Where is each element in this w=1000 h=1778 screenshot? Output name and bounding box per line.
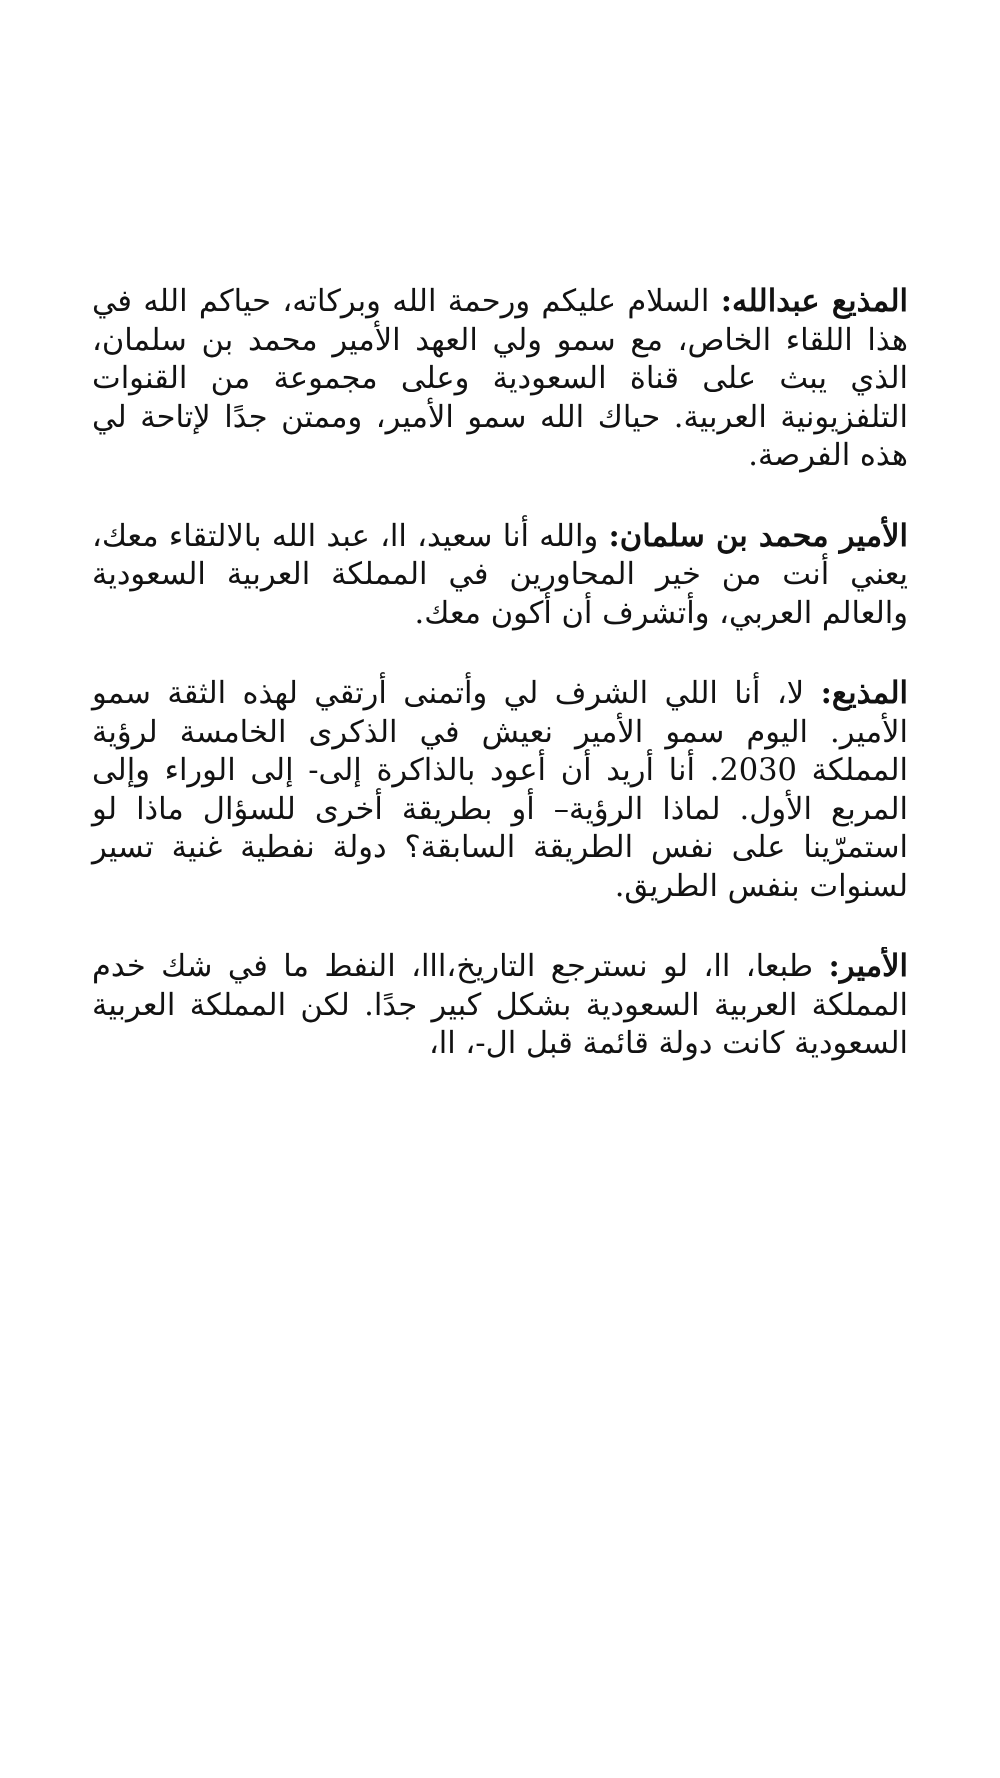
speech-text: لا، أنا اللي الشرف لي وأتمنى أرتقي لهذه الثقة سمو الأمير. اليوم سمو الأمير نعيش في الذكرى الخامسة لرؤية المملكة 2030. أنا أريد أن أعود بالذاكرة إلى- إلى الوراء وإلى المربع الأول. لماذا الرؤية– أو بطريقة أخرى للسؤال ماذا لو استمرّينا على نفس الطريقة السابقة؟ دولة نفطية غنية تسير لسنوات بنفس الطريق. — [92, 676, 908, 904]
speaker-label: الأمير: — [828, 948, 908, 984]
speaker-label: الأمير محمد بن سلمان: — [608, 517, 909, 554]
transcript-paragraph — [92, 674, 908, 906]
speech-text: طبعا، اا، لو نسترجع التاريخ،ااا، النفط ما في شك خدم المملكة العربية السعودية بشكل كبير جدًا. لكن المملكة العربية السعودية كانت دولة قائمة قبل ال-، اا، — [92, 949, 908, 1061]
transcript-paragraph — [92, 517, 908, 634]
transcript-paragraph — [92, 947, 908, 1064]
transcript-paragraph — [92, 282, 908, 476]
speech-text: والله أنا سعيد، اا، عبد الله بالالتقاء معك، يعني أنت من خير المحاورين في المملكة العربية السعودية والعالم العربي، وأتشرف أن أكون معك. — [92, 518, 908, 631]
speaker-label: المذيع عبدالله: — [720, 283, 908, 319]
transcript-body — [92, 282, 908, 1064]
speech-text: السلام عليكم ورحمة الله وبركاته، حياكم الله في هذا اللقاء الخاص، مع سمو ولي العهد الأمير محمد بن سلمان، الذي يبث على قناة السعودية وعلى مجموعة من القنوات التلفزيونية العربية. حياك الله سمو الأمير، وممتن جدًا لإتاحة لي هذه الفرصة. — [92, 284, 908, 473]
speaker-label: المذيع: — [820, 675, 908, 711]
